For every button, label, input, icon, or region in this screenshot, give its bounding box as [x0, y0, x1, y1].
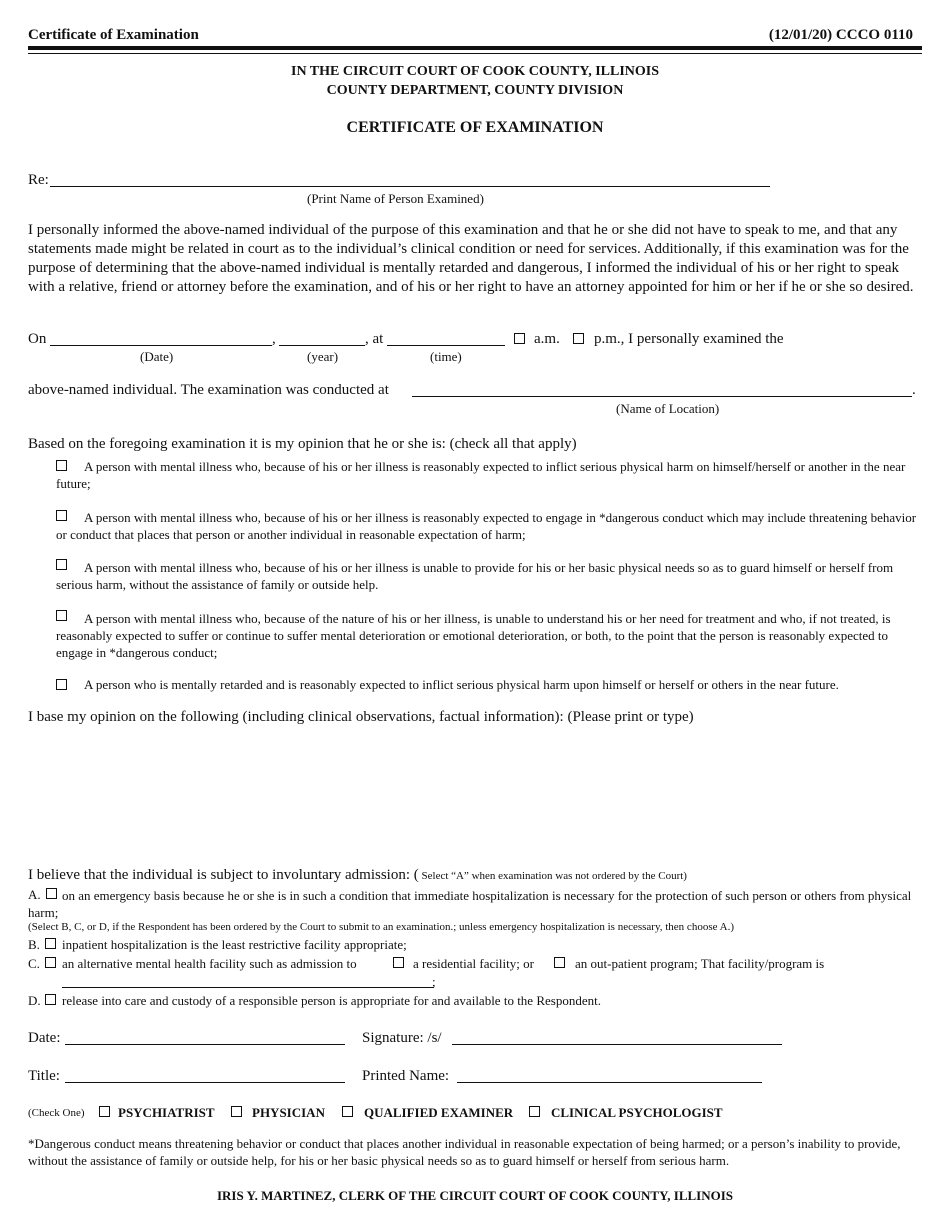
date-field[interactable]: [65, 1044, 345, 1045]
signature-label: Signature: /s/: [362, 1030, 442, 1046]
year-caption: (year): [307, 349, 339, 364]
location-period: .: [912, 382, 916, 398]
at-label: , at: [365, 331, 384, 347]
admission-heading: [28, 866, 687, 884]
location-text: above-named individual. The examination was conducted at: [28, 382, 389, 398]
opinion-item-2: A person with mental illness who, because of his or her illness is reasonably expected to engage in *dangerous conduct which may include threatening behavior or conduct that places that person or another individual in reasonable expectation of harm;: [56, 510, 917, 542]
outpatient-program-checkbox[interactable]: [554, 957, 565, 968]
admission-lead: I believe that the individual is subject to involuntary admission: (: [28, 867, 419, 883]
qualified-examiner-label: QUALIFIED EXAMINER: [364, 1105, 514, 1120]
re-caption: (Print Name of Person Examined): [307, 191, 484, 206]
basis-text-area[interactable]: [28, 732, 922, 860]
option-d-checkbox[interactable]: [45, 994, 56, 1005]
date-label: Date:: [28, 1030, 61, 1046]
page-title: CERTIFICATE OF EXAMINATION: [346, 119, 604, 136]
admission-lead-note: Select “A” when examination was not ordered by the Court): [418, 870, 687, 882]
intro-paragraph: I personally informed the above-named individual of the purpose of this examination and that he or she did not have to speak to me, and that any statements made might be related in court as to the individual’s clinical condition or need for services. Additionally, if this examination was for the purpose of determining that the above-named individual is mentally retarded and dangerous, I informed the individual of his or her right to speak with a relative, friend or attorney before the examination, and of his or her right to have an attorney appointed for him or her if he or she so desired.: [28, 222, 914, 295]
dangerous-conduct-footnote: *Dangerous conduct means threatening behavior or conduct that places another individual in reasonable expectation of being harmed; or a person’s inability to provide, without the assistance of family or outside help, for his or her basic physical needs so as to guard himself or herself from serious harm.: [28, 1136, 901, 1168]
facility-program-field[interactable]: [62, 987, 434, 988]
opinion-item-4: A person with mental illness who, because of the nature of his or her illness, is unable to understand his or her need for treatment and who, if not treated, is reasonably expected to suffer or continue to suffer mental deterioration or emotional deterioration, or both, to the point that the person is reasonably expected to engage in *dangerous conduct;: [56, 611, 891, 660]
admission-note: (Select B, C, or D, if the Respondent has been ordered by the Court to submit to an examination.; unless emergency hospitalization is necessary, then choose A.): [28, 921, 734, 933]
clinical-psychologist-checkbox[interactable]: [529, 1106, 540, 1117]
clerk-name: IRIS Y. MARTINEZ, CLERK OF THE CIRCUIT COURT OF COOK COUNTY, ILLINOIS: [216, 1188, 734, 1203]
physician-label: PHYSICIAN: [252, 1105, 325, 1120]
residential-facility-checkbox[interactable]: [393, 957, 404, 968]
residential-facility-label: a residential facility; or: [413, 956, 534, 971]
opinion-item-1: A person with mental illness who, because of his or her illness is reasonably expected to inflict serious physical harm on himself/herself or another in the near future;: [56, 459, 906, 491]
am-checkbox[interactable]: [514, 333, 525, 344]
option-c-label: C.: [28, 956, 40, 971]
location-caption: (Name of Location): [616, 401, 720, 416]
header-rule-thin: [28, 53, 922, 54]
opinion-checkbox-5[interactable]: [56, 679, 67, 690]
court-division: COUNTY DEPARTMENT, COUNTY DIVISION: [326, 83, 624, 98]
qualified-examiner-checkbox[interactable]: [342, 1106, 353, 1117]
exam-year-field[interactable]: [279, 345, 365, 346]
option-a-label: A.: [28, 887, 41, 902]
opinion-item-5: A person who is mentally retarded and is reasonably expected to inflict serious physical harm upon himself or herself or others in the near future.: [84, 677, 839, 692]
opinion-heading: Based on the foregoing examination it is my opinion that he or she is: (check all that apply): [28, 436, 577, 452]
option-c-checkbox[interactable]: [45, 957, 56, 968]
am-label: a.m.: [534, 331, 560, 347]
form-number: (12/01/20) CCCO 0110: [768, 27, 913, 43]
printed-name-field[interactable]: [457, 1082, 762, 1083]
option-b-text: inpatient hospitalization is the least restrictive facility appropriate;: [62, 937, 407, 952]
psychiatrist-label: PSYCHIATRIST: [118, 1105, 215, 1120]
date-caption: (Date): [140, 349, 174, 364]
title-label: Title:: [28, 1068, 60, 1084]
outpatient-program-label: an out-patient program; That facility/program is: [575, 956, 825, 971]
date-comma: ,: [272, 331, 276, 347]
location-field[interactable]: [412, 396, 912, 397]
examined-name-field[interactable]: [50, 186, 770, 187]
re-label: Re:: [28, 172, 49, 188]
court-name: IN THE CIRCUIT COURT OF COOK COUNTY, ILLINOIS: [291, 64, 659, 79]
check-one-label: (Check One): [28, 1107, 85, 1119]
basis-heading: I base my opinion on the following (including clinical observations, factual information): (Please print or type): [28, 709, 694, 725]
title-field[interactable]: [65, 1082, 345, 1083]
option-a-text: on an emergency basis because he or she is in such a condition that immediate hospitalization is necessary for the protection of such person or others from physical harm;: [28, 888, 912, 920]
option-d-label: D.: [28, 993, 41, 1008]
facility-semicolon: ;: [432, 974, 436, 989]
signature-field[interactable]: [452, 1044, 782, 1045]
opinion-item-3: A person with mental illness who, because of his or her illness is unable to provide for his or her basic physical needs so as to guard himself or herself from serious harm, without the assistance of family or outside help.: [56, 560, 894, 592]
physician-checkbox[interactable]: [231, 1106, 242, 1117]
option-d-text: release into care and custody of a responsible person is appropriate for and available to the Respondent.: [62, 993, 601, 1008]
clinical-psychologist-label: CLINICAL PSYCHOLOGIST: [551, 1105, 723, 1120]
exam-time-field[interactable]: [387, 345, 505, 346]
option-b-checkbox[interactable]: [45, 938, 56, 949]
time-caption: (time): [430, 349, 462, 364]
pm-label: p.m., I personally examined the: [594, 331, 784, 347]
option-b-label: B.: [28, 937, 40, 952]
pm-checkbox[interactable]: [573, 333, 584, 344]
printed-name-label: Printed Name:: [362, 1068, 450, 1084]
psychiatrist-checkbox[interactable]: [99, 1106, 110, 1117]
exam-date-field[interactable]: [50, 345, 272, 346]
option-c-text: an alternative mental health facility such as admission to: [62, 956, 357, 971]
form-header-title: Certificate of Examination: [28, 27, 199, 43]
header-rule-thick: [28, 46, 922, 50]
on-label: On: [28, 331, 47, 347]
